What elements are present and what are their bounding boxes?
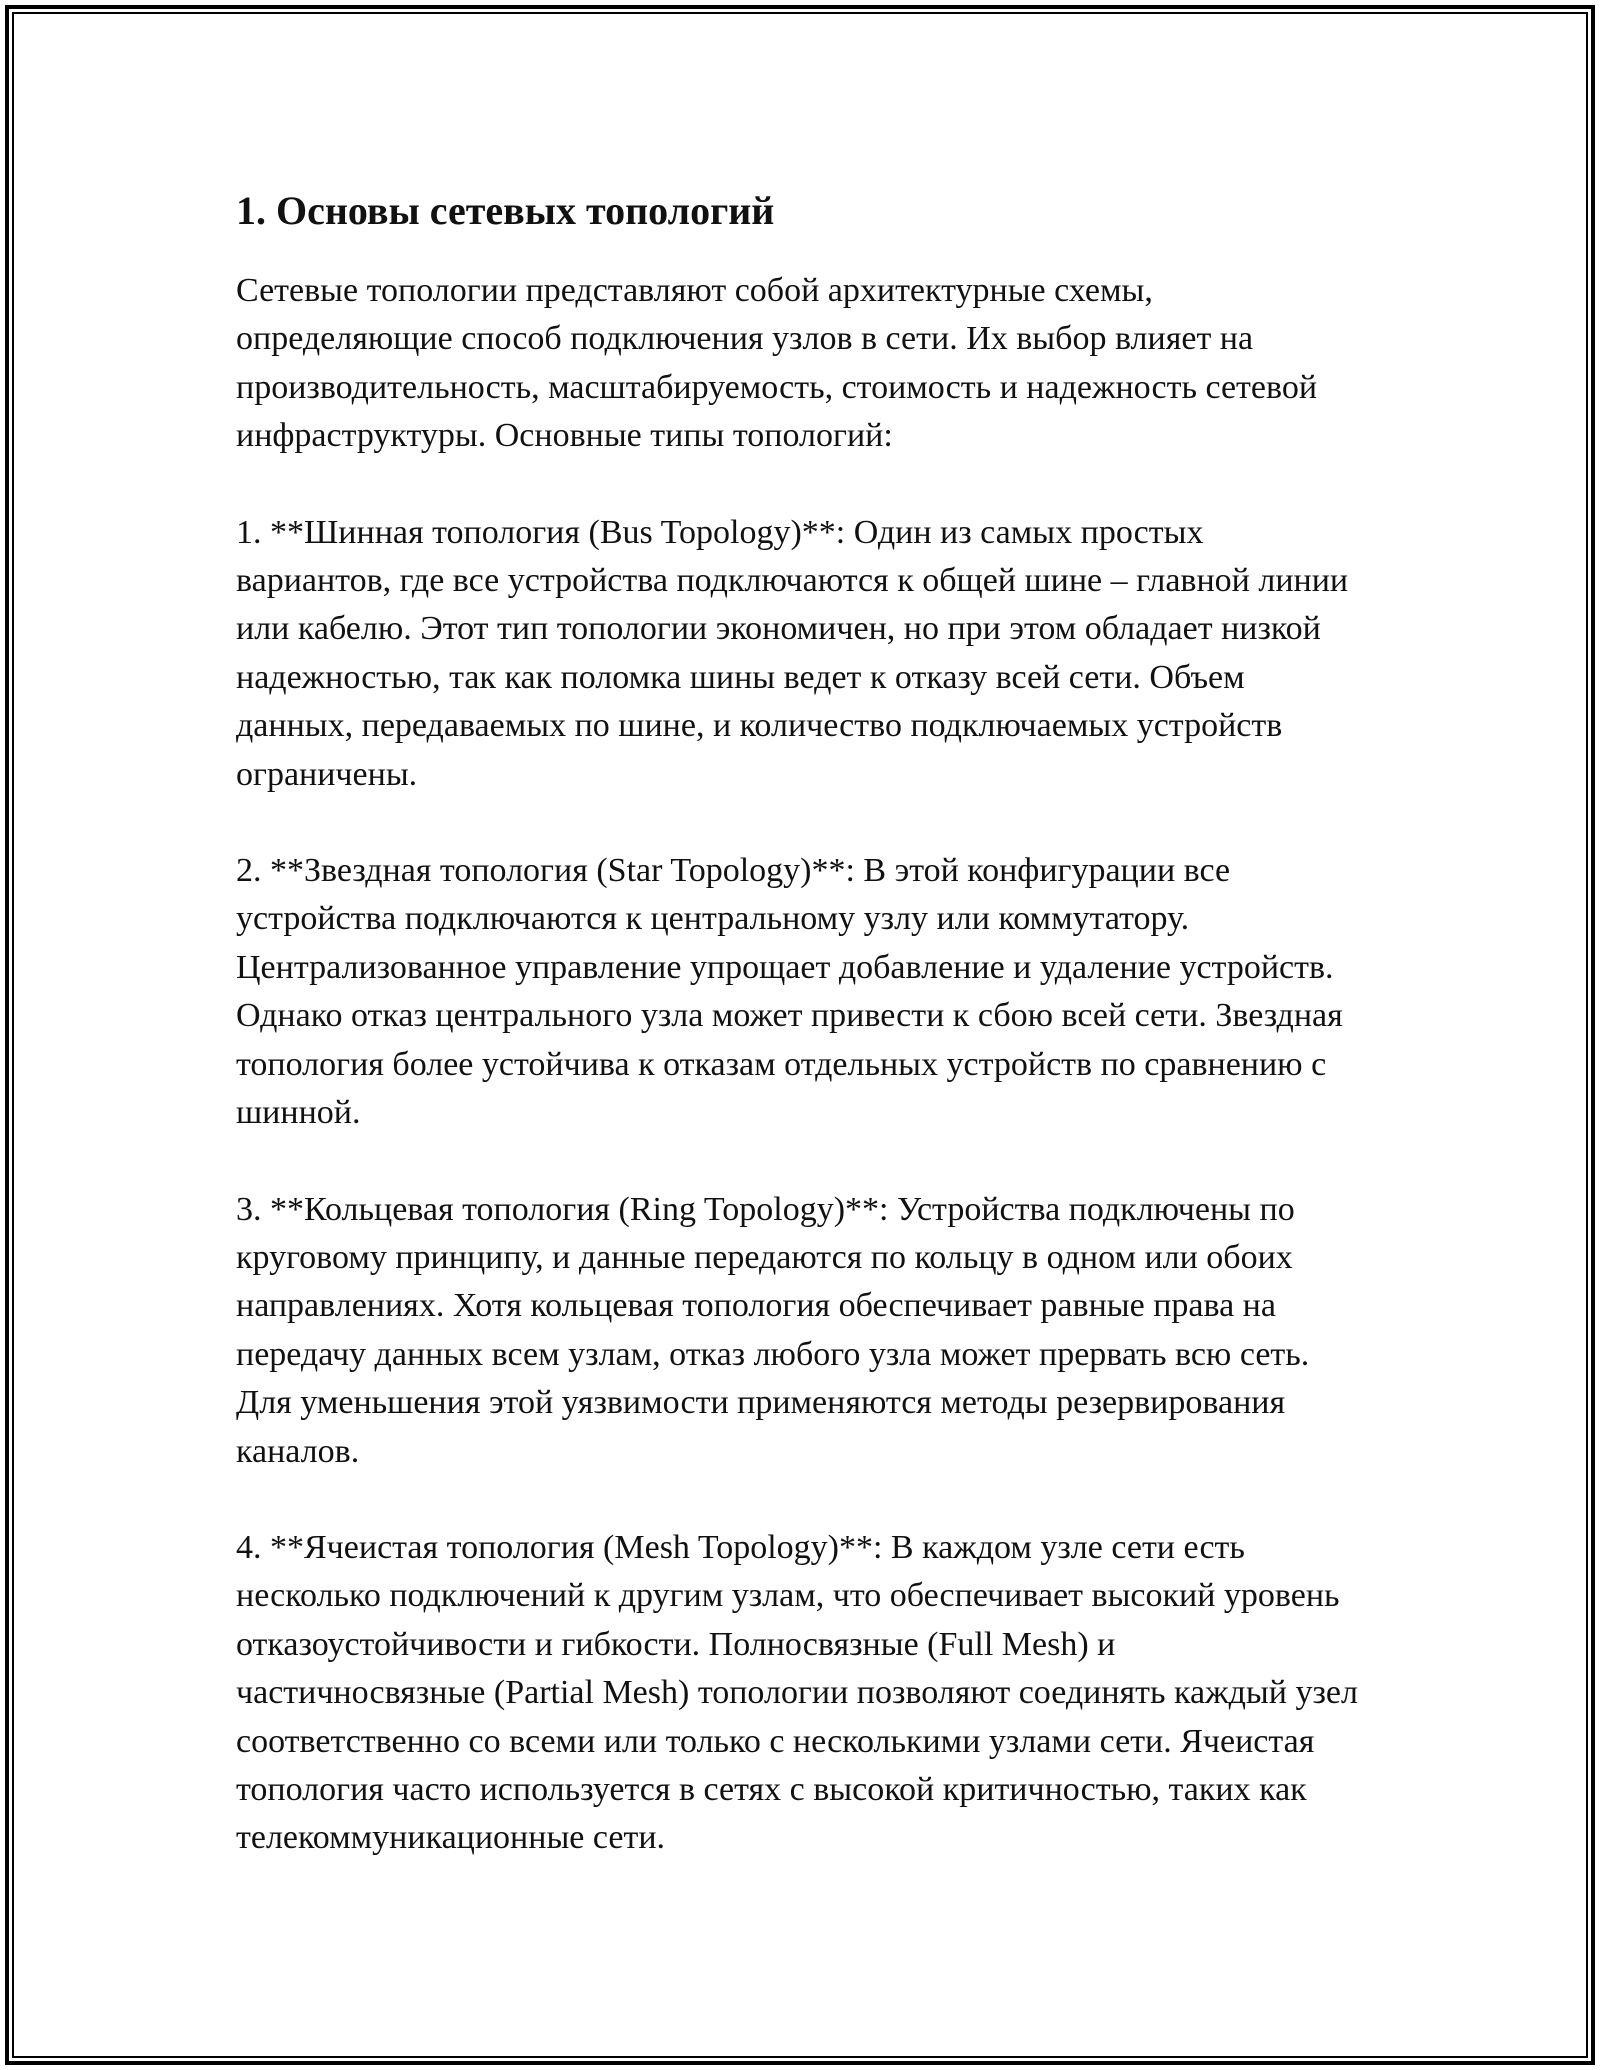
intro-paragraph: Сетевые топологии представляют собой архитектурные схемы, определяющие способ подключения узлов в сети. Их выбор влияет на производительность, масштабируемость, стоимость и надежность сетевой инфраструктуры. Основные типы топологий: — [236, 272, 1318, 455]
list-item-star-topology: 2. **Звездная топология (Star Topology)**: В этой конфигурации все устройства подключаются к центральному узлу или коммутатору. Централизованное управление упрощает добавление и удаление устройств. Однако отказ центрального узла может привести к сбою всей сети. Звездная топология более устойчива к отказам отдельных устройств по сравнению с шинной. — [236, 852, 1343, 1132]
list-item-bus-topology: 1. **Шинная топология (Bus Topology)**: Один из самых простых вариантов, где все устройства подключаются к общей шине – главной линии или кабелю. Этот тип топологии экономичен, но при этом обладает низкой надежностью, так как поломка шины ведет к отказу всей сети. Объем данных, передаваемых по шине, и количество подключаемых устройств ограничены. — [236, 513, 1349, 793]
document-body — [236, 185, 1366, 1911]
list-item-ring-topology: 3. **Кольцевая топология (Ring Topology)**: Устройства подключены по круговому принципу, и данные передаются по кольцу в одном или обоих направлениях. Хотя кольцевая топология обеспечивает равные права на передачу данных всем узлам, отказ любого узла может прервать всю сеть. Для уменьшения этой уязвимости применяются методы резервирования каналов. — [236, 1190, 1310, 1470]
section-heading: 1. Основы сетевых топологий — [236, 188, 775, 233]
list-item-mesh-topology: 4. **Ячеистая топология (Mesh Topology)**: В каждом узле сети есть несколько подключений к другим узлам, что обеспечивает высокий уровень отказоустойчивости и гибкости. Полносвязные (Full Mesh) и частичносвязные (Partial Mesh) топологии позволяют соединять каждый узел соответственно со всеми или только с несколькими узлами сети. Ячеистая топология часто используется в сетях с высокой критичностью, таких как телекоммуникационные сети. — [236, 1528, 1358, 1857]
